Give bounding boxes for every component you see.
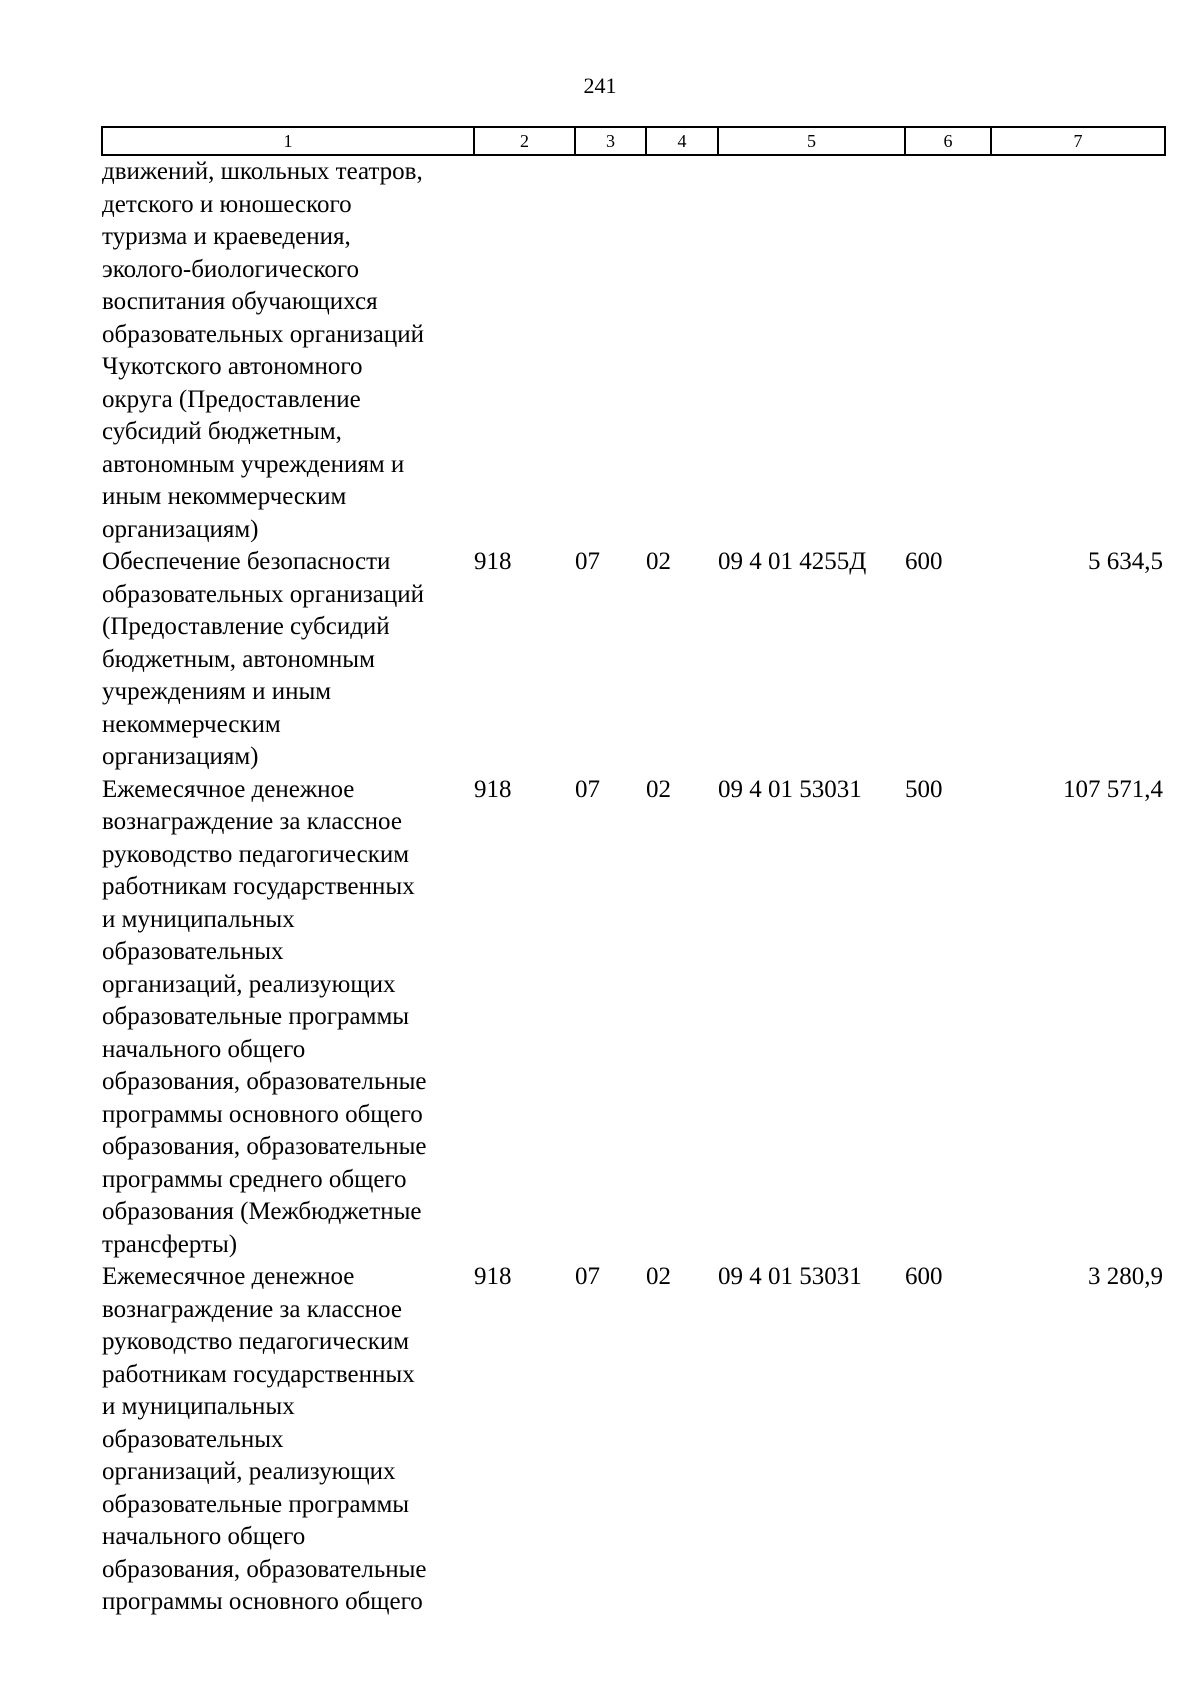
- expense-name-line: воспитания обучающихся: [102, 288, 378, 315]
- subsection-code-cell: 02: [646, 775, 671, 803]
- expense-type-cell: 500: [905, 775, 943, 803]
- expense-name-line: (Предоставление субсидий: [102, 613, 390, 640]
- target-article-cell: 09 4 01 53031: [718, 1263, 862, 1290]
- table-row: [102, 155, 1165, 546]
- section-code-cell: 07: [575, 1263, 600, 1290]
- expense-name-cell: [102, 1261, 474, 1619]
- expense-name-line: Ежемесячное денежное: [102, 1263, 355, 1290]
- expense-type-cell: 600: [905, 548, 943, 575]
- header-row: [102, 127, 1165, 155]
- expense-name-line: вознаграждение за классное: [102, 808, 402, 835]
- section-code-cell: [575, 155, 646, 546]
- expense-name-line: и муниципальных: [102, 905, 295, 933]
- expense-name-line: руководство педагогическим: [102, 840, 410, 868]
- column-header-4: 4: [646, 127, 718, 155]
- column-header-3: 3: [575, 127, 646, 155]
- expense-name-line: бюджетным, автономным: [102, 645, 375, 673]
- expense-name-line: организациям): [102, 515, 259, 543]
- column-header-1: 1: [102, 127, 474, 155]
- expense-name-line: образовательных организаций: [102, 580, 425, 608]
- amount-cell: 3 280,9: [1088, 1263, 1163, 1290]
- target-article-cell: 09 4 01 4255Д: [718, 548, 867, 575]
- subsection-code-cell: 02: [646, 548, 671, 575]
- expense-name-cell: [102, 774, 474, 1262]
- expense-name-line: трансферты): [102, 1230, 238, 1258]
- section-code-cell: 07: [575, 548, 600, 575]
- page-number: 241: [583, 73, 617, 98]
- expense-name-line: эколого-биологического: [102, 255, 359, 283]
- expense-name-line: некоммерческим: [102, 710, 281, 738]
- expense-name-cell: [102, 155, 474, 546]
- table-body: [102, 155, 1165, 1619]
- target-article-cell: [718, 155, 905, 546]
- admin-code-cell: 918: [474, 775, 512, 803]
- column-header-7: 7: [991, 127, 1165, 155]
- expense-name-line: образовательных: [102, 938, 284, 965]
- expense-name-line: программы основного общего: [102, 1100, 423, 1128]
- admin-code-cell: [474, 155, 575, 546]
- amount-cell: 107 571,4: [1063, 775, 1163, 803]
- expense-name-line: программы основного общего: [102, 1588, 423, 1615]
- admin-code-cell: 918: [474, 548, 512, 575]
- admin-code-cell: 918: [474, 1263, 512, 1290]
- expense-name-line: учреждениям и иным: [102, 678, 332, 705]
- expense-name-line: и муниципальных: [102, 1393, 295, 1420]
- expense-name-line: работникам государственных: [102, 1360, 415, 1388]
- expense-name-line: программы среднего общего: [102, 1165, 407, 1193]
- expense-name-line: работникам государственных: [102, 873, 415, 900]
- target-article-cell: 09 4 01 53031: [718, 775, 862, 803]
- expense-name-line: Чукотского автономного: [102, 353, 363, 380]
- expense-name-line: детского и юношеского: [102, 190, 352, 218]
- amount-cell: [991, 155, 1165, 546]
- expense-name-line: руководство педагогическим: [102, 1328, 410, 1355]
- expense-type-cell: 600: [905, 1263, 943, 1290]
- expense-name-line: организаций, реализующих: [102, 970, 396, 998]
- table-row: [102, 546, 1165, 774]
- expense-type-cell: [905, 155, 991, 546]
- subsection-code-cell: [646, 155, 718, 546]
- expense-name-line: организаций, реализующих: [102, 1458, 396, 1485]
- expense-name-line: автономным учреждениям и: [102, 450, 405, 478]
- expense-name-line: организациям): [102, 743, 259, 770]
- expense-name-line: образовательных организаций: [102, 320, 425, 348]
- expense-name-line: образовательные программы: [102, 1490, 410, 1518]
- section-code-cell: 07: [575, 775, 600, 803]
- expense-name-line: образования, образовательные: [102, 1555, 427, 1583]
- expense-name-line: Ежемесячное денежное: [102, 775, 355, 803]
- expense-name-line: образования, образовательные: [102, 1068, 427, 1095]
- expense-name-line: субсидий бюджетным,: [102, 418, 342, 445]
- amount-cell: 5 634,5: [1088, 548, 1163, 575]
- expense-name-line: начального общего: [102, 1523, 306, 1550]
- expense-name-line: вознаграждение за классное: [102, 1295, 402, 1323]
- subsection-code-cell: 02: [646, 1263, 671, 1290]
- budget-table: [101, 126, 1166, 1619]
- expense-name-line: начального общего: [102, 1035, 306, 1063]
- table-row: [102, 1261, 1165, 1619]
- expense-name-line: туризма и краеведения,: [102, 223, 351, 250]
- expense-name-line: иным некоммерческим: [102, 483, 347, 510]
- expense-name-line: округа (Предоставление: [102, 385, 361, 413]
- expense-name-cell: [102, 546, 474, 774]
- column-header-6: 6: [905, 127, 991, 155]
- table-row: [102, 774, 1165, 1262]
- table-header: [102, 127, 1165, 155]
- column-header-5: 5: [718, 127, 905, 155]
- expense-name-line: движений, школьных театров,: [102, 158, 423, 185]
- expense-name-line: Обеспечение безопасности: [102, 548, 391, 575]
- expense-name-line: образовательные программы: [102, 1003, 410, 1030]
- expense-name-line: образовательных: [102, 1425, 284, 1453]
- expense-name-line: образования, образовательные: [102, 1133, 427, 1160]
- expense-name-line: образования (Межбюджетные: [102, 1198, 422, 1225]
- column-header-2: 2: [474, 127, 575, 155]
